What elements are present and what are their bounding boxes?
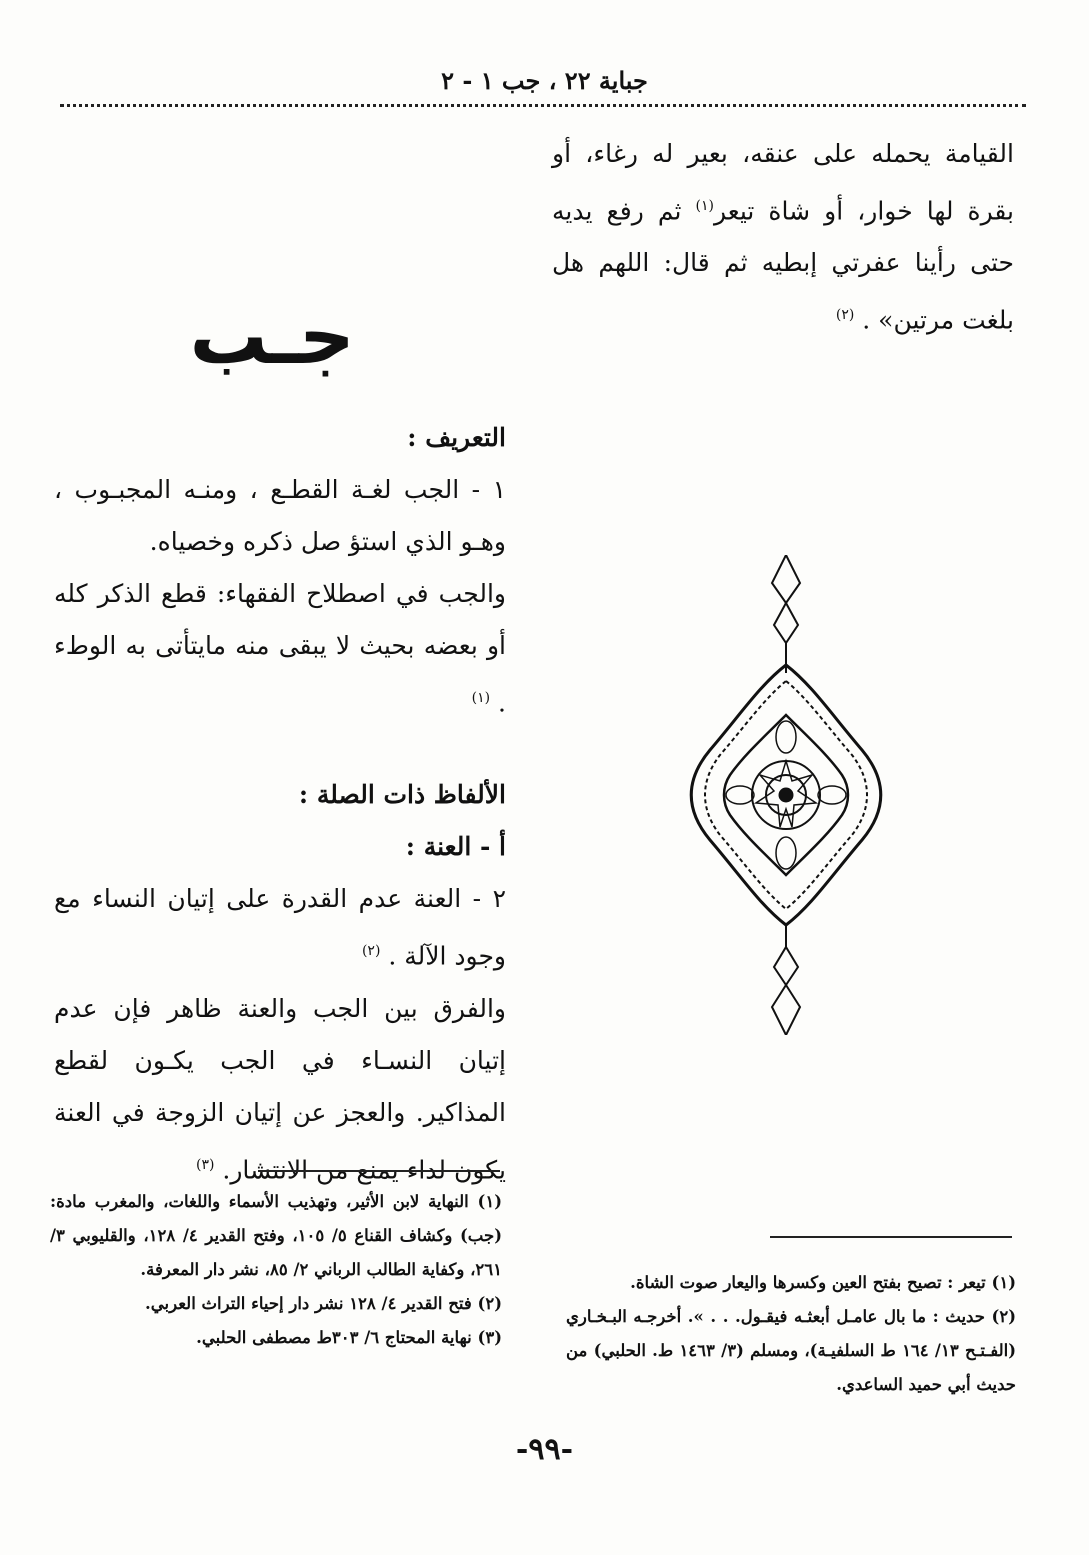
paragraph-2 [54, 568, 506, 729]
footnote-ref-left-2: (٢) [361, 943, 381, 960]
footnote-ref-left-3: (٣) [195, 1156, 215, 1173]
previous-entry-continuation [552, 128, 1014, 347]
footnote-ref-1: (١) [695, 198, 714, 214]
footnotes-right [566, 1266, 1016, 1402]
footnote-ref-left-1: (١) [471, 690, 491, 706]
continuation-text-1: القيامة يحمله على عنقه، بعير له رغاء، أو بقرة لها خوار، أو شاة تيعر [552, 139, 1014, 226]
paragraph-1: ١ - الجب لغـة القطـع ، ومنـه المجبـوب ، وهـو الذي استؤ صل ذكره وخصياه. [54, 475, 506, 556]
footnote-left-1: (١) النهاية لابن الأثير، وتهذيب الأسماء واللغات، والمغرب مادة: (جب) وكشاف القناع ٥/ ١٠٥، وفتح القدير ٤/ ١٢٨، والقليوبي ٣/ ٢٦١، وكفاية الطالب الرباني ٢/ ٨٥، نشر دار المعرفة. [50, 1192, 502, 1279]
header-dotted-rule [60, 104, 1026, 107]
ornament-top-finial [772, 555, 800, 603]
paragraph-4-text: والفرق بين الجب والعنة ظاهر فإن عدم إتيان النسـاء في الجب يكـون لقطع المذاكير. والعجز عن إتيان الزوجة في العنة يكون لداء يمنع من الانتشار. [54, 993, 506, 1184]
footnotes-left [50, 1185, 502, 1355]
footnote-rule-right [770, 1236, 1012, 1238]
paragraph-3 [54, 873, 506, 982]
footnote-right-2: (٢) حديث : ما بال عامـل أبعثـه فيقـول. . . ». أخرجـه البـخـاري (الفـتـح ١٣/ ١٦٤ ط السلفيـة)، ومسلم (٣/ ١٤٦٣ ط. الحلبي) من حديث أبي حميد الساعدي. [566, 1307, 1017, 1394]
entry-title: جـب [189, 292, 355, 382]
footnote-ref-2: (٢) [835, 307, 855, 324]
related-terms-heading: الألفاظ ذات الصلة : [298, 780, 506, 810]
paragraph-2-text: والجب في اصطلاح الفقهاء: قطع الذكر كله أو بعضه بحيث لا يبقى منه مايتأتى به الوطء . [54, 579, 506, 718]
page-number: -٩٩- [515, 1432, 574, 1467]
footnote-left-2: (٢) فتح القدير ٤/ ١٢٨ نشر دار إحياء التراث العربي. [145, 1294, 502, 1313]
paragraph-4 [54, 983, 506, 1196]
running-header: جباية ٢٢ ، جب ١ - ٢ [441, 66, 648, 95]
subheading-impotence: أ - العنة : [405, 832, 506, 862]
continuation-text-2: ثم رفع يديه حتى رأينا عفرتي إبطيه ثم قال: اللهم هل بلغت مرتين» . [552, 196, 1014, 335]
paragraph-3-text: ٢ - العنة عدم القدرة على إتيان النساء مع وجود الآلة . [54, 884, 506, 971]
ornament-bottom-finial [772, 985, 800, 1035]
main-entry-body [54, 412, 506, 1196]
footnote-right-1: (١) تيعر : تصيح بفتح العين وكسرها واليعار صوت الشاة. [630, 1273, 1016, 1292]
definition-heading: التعريف : [407, 423, 506, 452]
footnote-rule-left [258, 1170, 500, 1172]
decorative-ornament [682, 555, 890, 1035]
footnote-left-3: (٣) نهاية المحتاج ٦/ ٣٠٣ط مصطفى الحلبي. [196, 1328, 502, 1347]
